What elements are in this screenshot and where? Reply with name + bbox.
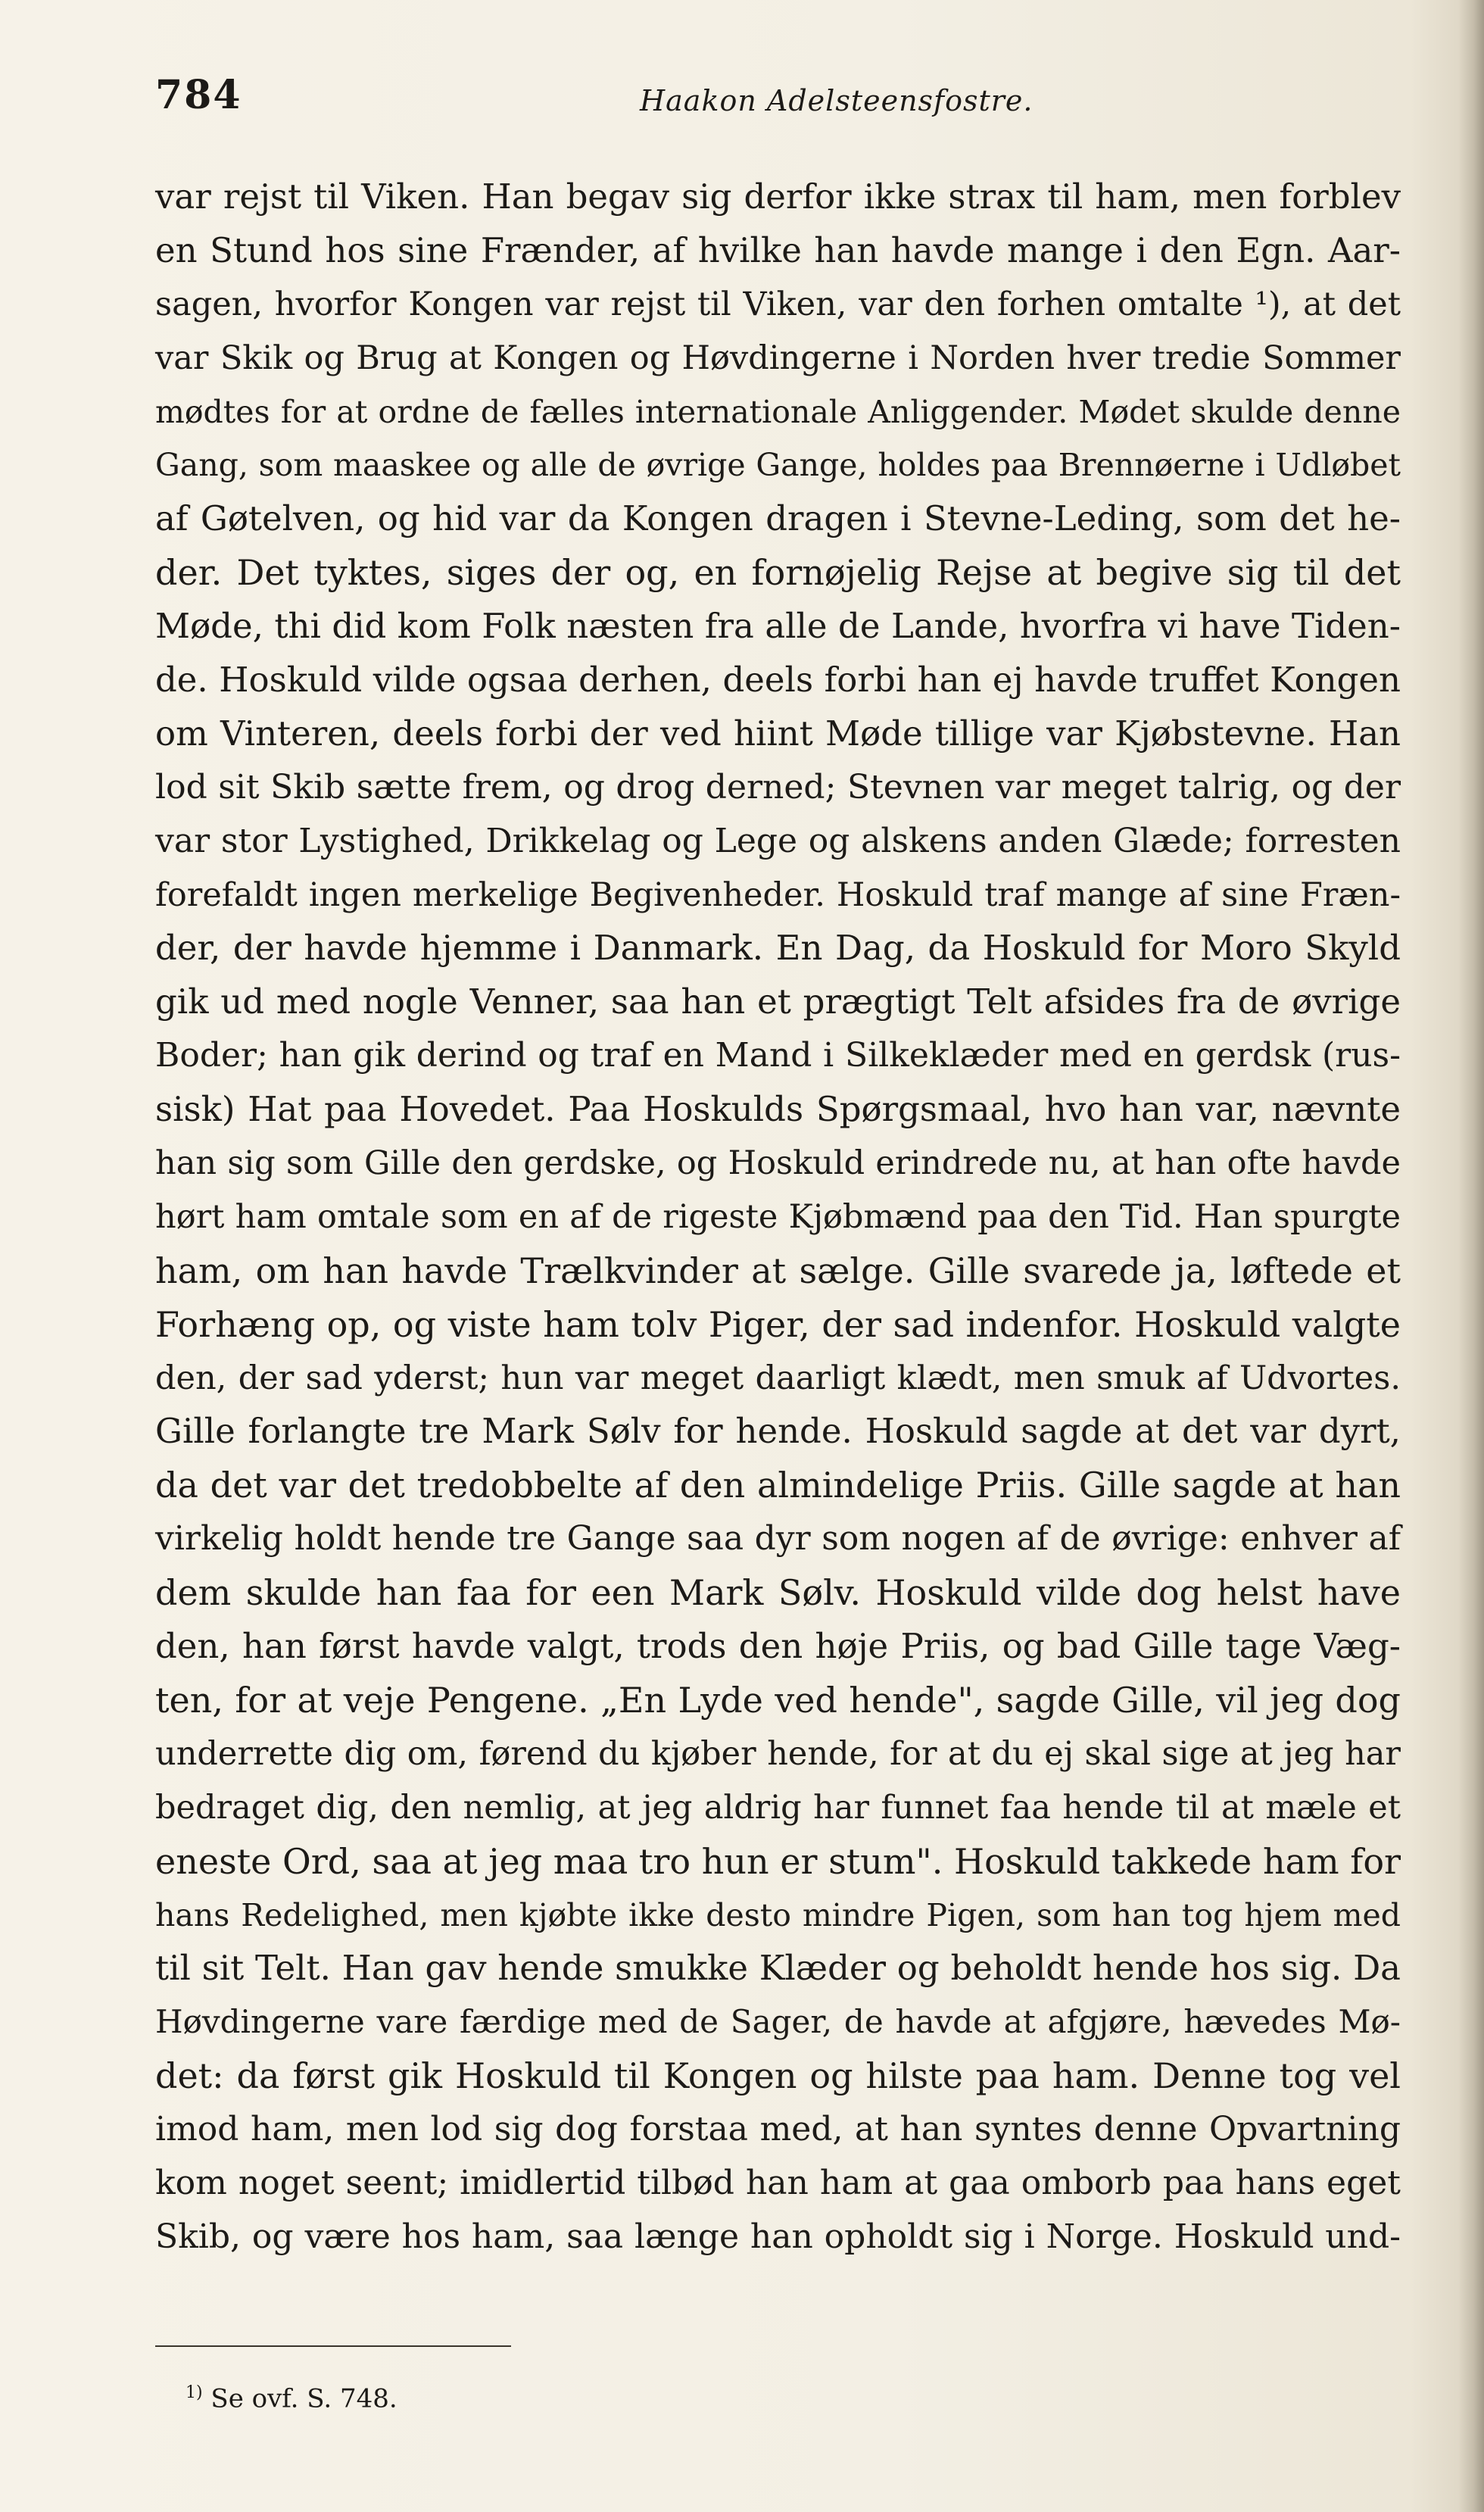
text-line: den, han først havde valgt, trods den høje Priis, og bad Gille tage Væg-: [155, 1626, 1401, 1667]
text-line: de. Hoskuld vilde ogsaa derhen, deels forbi han ej havde truffet Kongen: [155, 660, 1401, 701]
text-line: af Gøtelven, og hid var da Kongen dragen i Stevne-Leding, som det he-: [155, 498, 1401, 539]
running-title: Haakon Adelsteensfostre.: [640, 84, 1034, 117]
text-line: der, der havde hjemme i Danmark. En Dag, da Hoskuld for Moro Skyld: [155, 928, 1401, 969]
text-line: Gang, som maaskee og alle de øvrige Gange, holdes paa Brennøerne i Udløbet: [155, 447, 1401, 484]
text-line: var stor Lystighed, Drikkelag og Lege og alskens anden Glæde; forresten: [155, 821, 1401, 860]
text-line: virkelig holdt hende tre Gange saa dyr som nogen af de øvrige: enhver af: [155, 1519, 1401, 1559]
text-line: Høvdingerne vare færdige med de Sager, de havde at afgjøre, hævedes Mø-: [155, 2003, 1401, 2041]
text-line: kom noget seent; imidlertid tilbød han ham at gaa omborb paa hans eget: [155, 2163, 1401, 2202]
text-line: mødtes for at ordne de fælles internationale Anliggender. Mødet skulde denne: [155, 393, 1401, 430]
text-line: Boder; han gik derind og traf en Mand i Silkeklæder med en gerdsk (rus-: [155, 1036, 1401, 1075]
text-line: den, der sad yderst; hun var meget daarligt klædt, men smuk af Udvortes.: [155, 1359, 1401, 1397]
body-text: [155, 170, 1401, 2264]
text-line: imod ham, men lod sig dog forstaa med, at han syntes denne Opvartning: [155, 2110, 1401, 2149]
text-line: forefaldt ingen merkelige Begivenheder. Hoskuld traf mange af sine Fræn-: [155, 875, 1401, 914]
text-line: til sit Telt. Han gav hende smukke Klæder og beholdt hende hos sig. Da: [155, 1948, 1401, 1989]
text-line: ham, om han havde Trælkvinder at sælge. Gille svarede ja, løftede et: [155, 1250, 1401, 1291]
text-line: der. Det tyktes, siges der og, en fornøjelig Rejse at begive sig til det: [155, 552, 1401, 594]
text-line: underrette dig om, førend du kjøber hende, for at du ej skal sige at jeg har: [155, 1734, 1401, 1773]
text-line: var rejst til Viken. Han begav sig derfor ikke strax til ham, men forblev: [155, 176, 1401, 217]
footnote-rule: [155, 2345, 511, 2347]
text-line: om Vinteren, deels forbi der ved hiint Møde tillige var Kjøbstevne. Han: [155, 713, 1401, 754]
text-line: Forhæng op, og viste ham tolv Piger, der sad indenfor. Hoskuld valgte: [155, 1303, 1401, 1345]
text-line: lod sit Skib sætte frem, og drog derned; Stevnen var meget talrig, og der: [155, 767, 1401, 807]
text-line: bedraget dig, den nemlig, at jeg aldrig har funnet faa hende til at mæle et: [155, 1788, 1401, 1827]
page-edge-shadow: [1458, 0, 1484, 2512]
text-line: ten, for at veje Pengene. „En Lyde ved hende", sagde Gille, vil jeg dog: [155, 1679, 1401, 1721]
text-line: var Skik og Brug at Kongen og Høvdingerne i Norden hver tredie Sommer: [155, 339, 1401, 377]
footnote-marker: 1): [186, 2383, 203, 2402]
page-number: 784: [155, 72, 242, 118]
text-line: Møde, thi did kom Folk næsten fra alle de Lande, hvorfra vi have Tiden-: [155, 606, 1401, 647]
text-line: eneste Ord, saa at jeg maa tro hun er stum". Hoskuld takkede ham for: [155, 1840, 1401, 1882]
text-line: hans Redelighed, men kjøbte ikke desto mindre Pigen, som han tog hjem med: [155, 1896, 1401, 1933]
text-line: gik ud med nogle Venner, saa han et prægtigt Telt afsides fra de øvrige: [155, 981, 1401, 1022]
text-line: en Stund hos sine Frænder, af hvilke han havde mange i den Egn. Aar-: [155, 229, 1401, 270]
footnote: [186, 2374, 398, 2417]
text-line: da det var det tredobbelte af den almindelige Priis. Gille sagde at han: [155, 1465, 1401, 1506]
text-line: sagen, hvorfor Kongen var rejst til Viken, var den forhen omtalte ¹), at det: [155, 285, 1401, 323]
text-line: han sig som Gille den gerdske, og Hoskuld erindrede nu, at han ofte havde: [155, 1144, 1401, 1183]
text-line: det: da først gik Hoskuld til Kongen og hilste paa ham. Denne tog vel: [155, 2055, 1401, 2097]
page-header: [155, 72, 1363, 133]
text-line: Gille forlangte tre Mark Sølv for hende. Hoskuld sagde at det var dyrt,: [155, 1411, 1401, 1452]
text-line: Skib, og være hos ham, saa længe han opholdt sig i Norge. Hoskuld und-: [155, 2217, 1401, 2256]
text-line: sisk) Hat paa Hovedet. Paa Hoskulds Spørgsmaal, hvo han var, nævnte: [155, 1089, 1401, 1130]
footnote-text: Se ovf. S. 748.: [210, 2383, 398, 2414]
text-line: dem skulde han faa for een Mark Sølv. Hoskuld vilde dog helst have: [155, 1572, 1401, 1614]
text-line: hørt ham omtale som en af de rigeste Kjøbmænd paa den Tid. Han spurgte: [155, 1197, 1401, 1236]
